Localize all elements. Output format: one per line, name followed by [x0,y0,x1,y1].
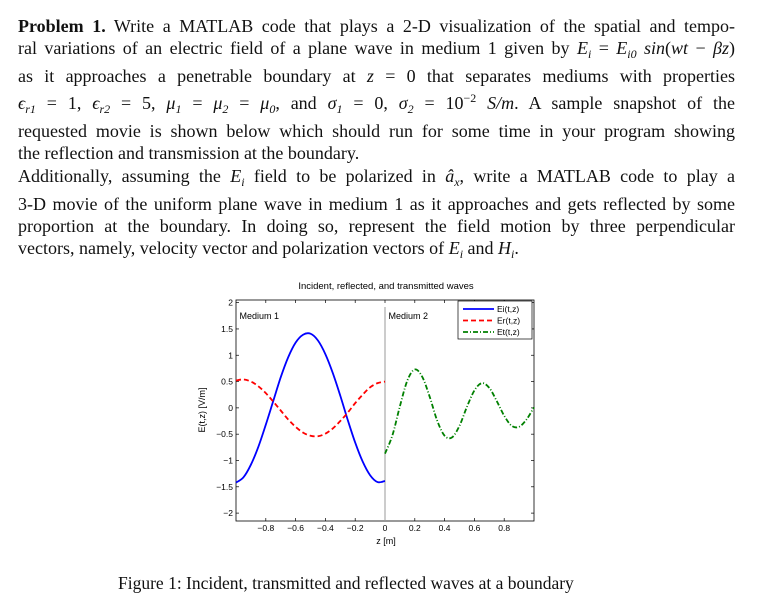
y-axis-label: E(t,z) [V/m] [197,387,207,433]
text-run: , write a MATLAB code to play a [459,165,735,186]
text-run: = [591,38,617,59]
math-symbol: 2 [407,102,414,117]
x-tick-label: 0.6 [468,523,481,533]
math-symbol: i [511,246,515,261]
math-symbol: r1 [25,102,36,117]
text-run: = 10 [413,93,464,114]
math-symbol: 1 [336,102,343,117]
math-symbol: 2 [222,102,229,117]
math-symbol: σ [327,93,337,114]
text-run: = 0, [342,93,399,114]
text-run: as it approaches a penetrable boundary at [18,66,367,87]
math-symbol: i0 [627,47,637,62]
text-run: ) [729,38,735,59]
legend-label: Er(t,z) [497,315,521,326]
text-run: = [181,93,214,114]
text-run: . [514,237,519,258]
legend-label: Ei(t,z) [497,304,520,314]
text-run: the reflection and transmission at the boundary. [18,143,360,164]
text-run: − [688,38,714,59]
legend [458,301,532,339]
text-run: field to be polarized in [244,165,446,186]
text-run: 3-D movie of the uniform plane wave in medium 1 as it approaches and gets reflected by some [18,193,735,214]
medium-label: Medium 1 [239,310,280,321]
math-symbol: −2 [463,91,477,106]
y-tick-label: 1.5 [221,323,233,334]
math-symbol: 1 [175,102,182,117]
legend-box [458,301,532,339]
math-symbol: â [445,165,455,186]
math-symbol: μ [213,93,223,114]
y-tick-label: 0 [228,402,233,413]
math-symbol: E [576,38,588,59]
math-symbol: σ [398,93,408,114]
x-tick-label: 0.2 [408,523,421,533]
math-symbol: i [241,174,245,189]
y-tick-label: −0.5 [216,429,233,440]
math-symbol: sin [636,38,666,59]
math-symbol: wt [671,38,689,59]
x-tick-label: −0.8 [257,523,275,533]
math-symbol: E [448,237,460,258]
problem-heading: Problem 1. [18,16,106,36]
text-run: ral variations of an electric field of a plane wave in medium 1 given by [18,38,577,59]
text-run: proportion at the boundary. In doing so, represent the field motion by three perpendicular [18,215,735,236]
text-run: , and [275,93,328,114]
y-tick-label: 0.5 [221,376,233,387]
math-symbol: r2 [99,102,111,117]
text-run: = [228,93,261,114]
y-tick-label: 2 [228,297,233,308]
y-tick-label: −1 [223,455,233,466]
math-symbol: H [498,237,512,258]
text-run: Additionally, assuming the [18,165,231,186]
text-run: = 1, [35,93,93,114]
text-run: = 0 that separates mediums with properties [373,66,735,87]
text-run: ( [665,38,672,59]
chart-title: Incident, reflected, and transmitted waves [298,281,474,292]
x-tick-label: 0.4 [438,523,451,533]
math-symbol: ϵ [92,93,100,114]
math-symbol: μ [166,93,176,114]
math-symbol: E [230,165,242,186]
y-tick-label: −2 [223,508,233,519]
medium-label: Medium 2 [388,310,429,321]
text-run: and [463,237,499,258]
x-tick-label: 0 [382,523,388,533]
figure-caption: Figure 1: Incident, transmitted and reflected waves at a boundary [118,573,574,593]
math-symbol: 0 [269,102,276,117]
legend-label: Et(t,z) [497,327,520,337]
math-symbol: E [616,38,628,59]
math-symbol: z [366,66,374,87]
text-run: = 5, [110,93,167,114]
x-tick-label: −0.6 [287,523,304,533]
x-axis-label: z [m] [376,536,396,546]
text-run: Write a MATLAB code that plays a 2-D visualization of the spatial and tempo- [105,16,736,36]
x-tick-label: −0.2 [346,523,364,533]
math-symbol: i [587,47,592,62]
math-symbol: i [459,246,464,261]
math-symbol: μ [260,93,270,114]
text-run: vectors, namely, velocity vector and polarization vectors of [18,237,449,258]
y-tick-label: −1.5 [216,481,233,492]
text-run: . A sample snapshot of the [514,93,735,114]
math-symbol: βz [713,38,729,59]
x-tick-label: −0.4 [317,523,334,533]
math-symbol: x [454,174,460,189]
math-symbol: S/m [476,93,515,114]
math-symbol: ϵ [18,93,26,114]
text-run: requested movie is shown below which should run for some time in your program showing [18,121,735,142]
y-tick-label: 1 [228,350,233,361]
x-tick-label: 0.8 [498,523,511,533]
